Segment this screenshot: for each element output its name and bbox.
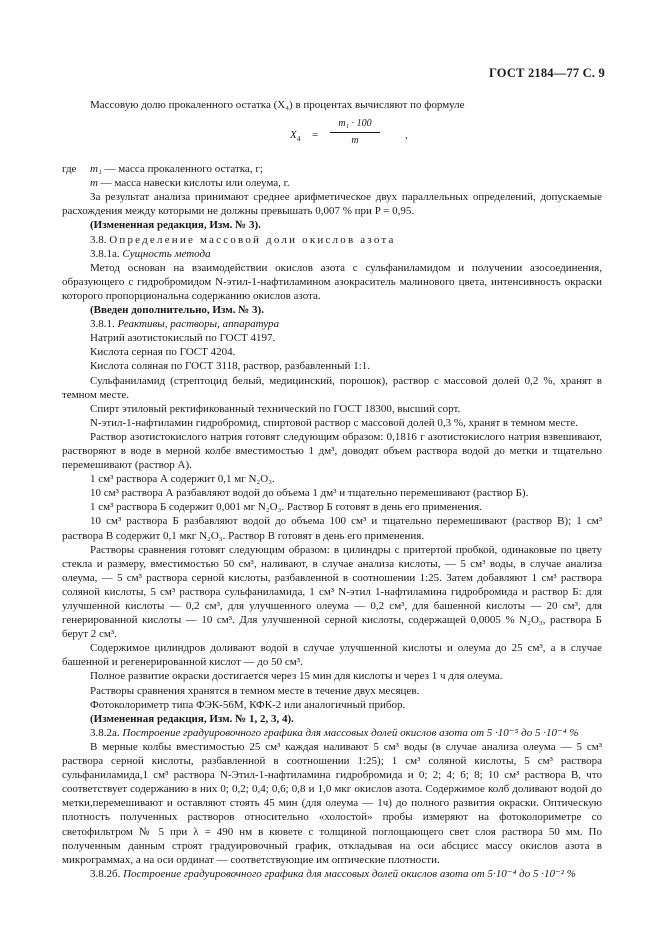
section-heading-3-8-1: 3.8.1. Реактивы, растворы, аппаратура: [90, 318, 280, 331]
document-body: [62, 98, 602, 881]
formula-lhs: $X_4$: [290, 129, 301, 144]
formula-numerator: m₁ · 100: [330, 117, 380, 133]
reagent-item: Кислота серная по ГОСТ 4204.: [90, 346, 236, 359]
added-note: (Введен дополнительно, Изм. № 3).: [90, 304, 264, 317]
formula-comma: ,: [405, 129, 408, 142]
page-header: ГОСТ 2184—77 С. 9: [488, 66, 605, 80]
edition-note: (Измененная редакция, Изм. № 3).: [90, 219, 261, 232]
paragraph-comparison: Растворы сравнения готовят следующим образом: в цилиндры с притертой пробкой, одинаковые по цвету стекла и размеру, вместимостью 50 см³, наливают, в случае анализа кислоты, — 5 см³ воды, в случае анализа олеума, — 5 см³ раствора серной кислоты, разбавленной в соотношении 1:25. Затем добавляют 1 см³ раствора соляной кислоты, 5 см³ раствора сульфаниламида, 1 см³ N-этил 1-нафтиламина гидробромида и раствор Б: для улучшенной кислоты — 0,2 см³, для улучшенного олеума — 0,2 см³, для башенной кислоты — 20 см³, для генерированной кислоты — 10 см³. Для улучшенной серной кислоты, содержащей 0,0005 % N₂O₃, раствора Б берут 2 см³.: [62, 543, 602, 641]
section-heading-3-8: 3.8. Определение массовой доли окислов азота: [90, 233, 396, 246]
paragraph-solution-a: Раствор азотистокислого натрия готовят следующим образом: 0,1816 г азотистокислого натрия взвешивают, растворяют в воде в мерной колбе вместимостью 1 дм³, доводят объем раствора водой до метки и тщательно перемешивают (раствор А).: [62, 430, 602, 472]
paragraph-solution-b: 10 см³ раствора А разбавляют водой до объема 1 дм³ и тщательно перемешивают (раствор Б).: [90, 487, 529, 500]
reagent-item: Спирт этиловый ректификованный технический по ГОСТ 18300, высший сорт.: [90, 402, 461, 415]
formula-equals: =: [312, 129, 319, 142]
formula-fraction: [330, 117, 380, 148]
reagent-item: Кислота соляная по ГОСТ 3118, раствор, разбавленный 1:1.: [90, 360, 371, 373]
reagent-item: Натрий азотистокислый по ГОСТ 4197.: [90, 332, 276, 345]
paragraph-color-development: Полное развитие окраски достигается через 15 мин для кислоты и через 1 ч для олеума.: [90, 670, 503, 683]
edition-note: (Измененная редакция, Изм. № 1, 2, 3, 4).: [90, 712, 294, 725]
paragraph-solution-v: 10 см³ раствора Б разбавляют водой до объема 100 см³ и тщательно перемешивают (раствор В); 1 см³ раствора В содержит 0,1 мкг N₂O₃. Раствор В готовят в день его применения.: [62, 515, 602, 542]
reagent-item: N-этил-1-нафтиламин гидробромид, спиртовой раствор с массовой долей 0,3 %, хранят в темном месте.: [90, 416, 578, 429]
paragraph-result: За результат анализа принимают среднее арифметическое двух параллельных определений, допускаемые расхождения между которыми не должны превышать 0,007 % при P = 0,95.: [62, 191, 602, 218]
paragraph-b-content: 1 см³ раствора Б содержит 0,001 мг N₂O₃. Раствор Б готовят в день его применения.: [90, 501, 482, 514]
where-line: m — масса навески кислоты или олеума, г.: [90, 177, 290, 190]
reagent-item: Сульфаниламид (стрептоцид белый, медицинский, порошок), раствор с массовой долей 0,2 %, хранят в темном месте.: [62, 374, 602, 401]
paragraph-essence: Метод основан на взаимодействии окислов азота с сульфаниламидом и получении азосоединения, образующего с гидробромидом N-этил-1-нафтиламином азокраситель малинового цвета, интенсивность окраски которого пропорциональна содержанию окислов азота.: [62, 261, 602, 302]
paragraph-storage: Растворы сравнения хранятся в темном месте в течение двух месяцев.: [90, 684, 420, 697]
paragraph-calibration: В мерные колбы вместимостью 25 см³ каждая наливают 5 см³ воды (в случае анализа олеума — 5 см³ раствора серной кислоты, разбавленной в соотношении 1:25); 1 см³ соляной кислоты, 5 см³ раствора сульфаниламида,1 см³ раствора N-Этил-1-нафтиламина гидробромида и 0; 2; 4; 6; 8; 10 см³ раствора В, что соответствует содержанию в них 0; 0,2; 0,4; 0,6; 0,8 и 1,0 мкг окислов азота. Содержимое колб доливают водой до метки,перемешивают и оставляют стоять 45 мин (для олеума — 1ч) до полного развития окраски. Оптическую плотность полученных растворов относительно «холостой» пробы измеряют на фотоколориметре со светофильтром № 5 при λ = 490 нм в кювете с толщиной поглощающего свет слоя раствора 50 мм. По полученным данным строят градуировочный график, откладывая на оси абсцисс массу окислов азота в микрограммах, а на оси ординат — соответствующие им оптические плотности.: [62, 740, 602, 866]
where-line: где m₁ — масса прокаленного остатка, г;: [62, 163, 263, 176]
formula: [62, 114, 602, 156]
section-heading-3-8-2a: 3.8.2а. Построение градуировочного графика для массовых долей окислов азота от 5 ·10⁻⁵ до 5 ·10⁻⁴ %: [90, 726, 579, 739]
paragraph-photocolorimeter: Фотоколориметр типа ФЭК-56М, КФК-2 или аналогичный прибор.: [90, 698, 406, 711]
paragraph-a-content: 1 см³ раствора А содержит 0,1 мг N₂O₃.: [90, 473, 275, 486]
section-heading-3-8-2b: 3.8.2б. Построение градуировочного графика для массовых долей окислов азота от 5·10⁻⁴ до 5 ·10⁻² %: [90, 867, 576, 880]
formula-intro: Массовую долю прокаленного остатка (X₄) в процентах вычисляют по формуле: [90, 99, 465, 111]
formula-denominator: m: [351, 135, 359, 147]
section-heading-3-8-1a: 3.8.1а. Сущность метода: [90, 247, 211, 260]
paragraph-cylinders: Содержимое цилиндров доливают водой в случае улучшенной кислоты и олеума до 25 см³, а в случае башенной и регенерированной кислот — до 50 см³.: [62, 642, 602, 669]
